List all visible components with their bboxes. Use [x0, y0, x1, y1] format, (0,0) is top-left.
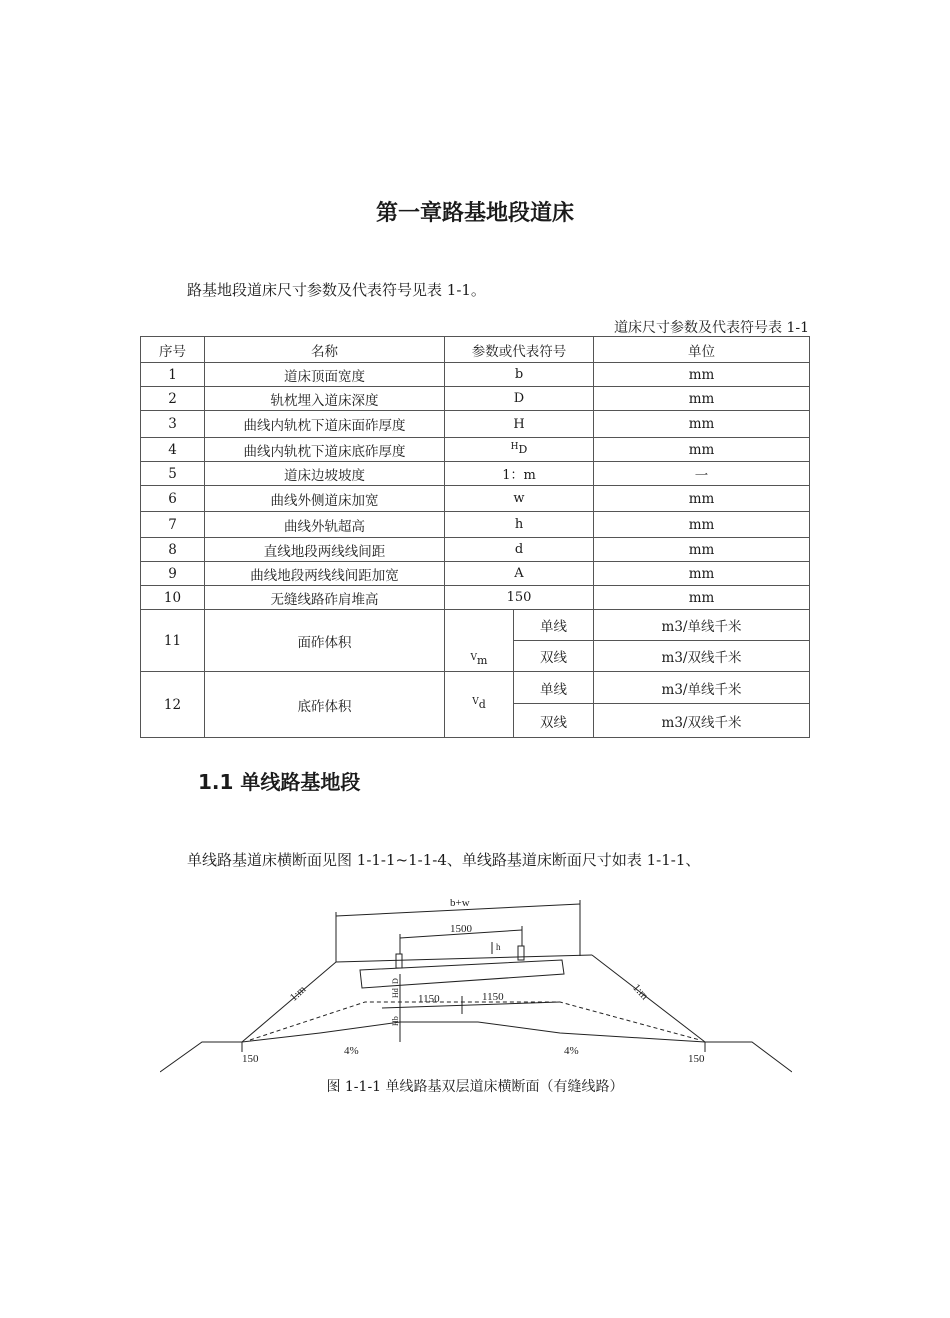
cell-symbol [445, 610, 514, 672]
table-row [141, 512, 810, 538]
cell-symbol: h [445, 512, 594, 538]
cell-unit: m3/单线千米 [594, 672, 810, 704]
cell-symbol: d [445, 538, 594, 562]
right-ballast-slope [592, 955, 705, 1042]
cell-no: 5 [141, 462, 205, 486]
rail-right [518, 946, 524, 960]
cell-symbol: D [445, 387, 594, 411]
symbol-sup: V [470, 653, 478, 663]
label-slope-right: 1:m [630, 981, 651, 1003]
table-row [141, 562, 810, 586]
cell-name: 曲线外轨超高 [205, 512, 445, 538]
cell-unit: mm [594, 586, 810, 610]
cell-name: 曲线外侧道床加宽 [205, 486, 445, 512]
cell-unit: m3/单线千米 [594, 610, 810, 641]
table-caption: 道床尺寸参数及代表符号表 1-1 [614, 320, 809, 336]
cell-unit: mm [594, 486, 810, 512]
table-header-row [141, 337, 810, 363]
cell-name: 轨枕埋入道床深度 [205, 387, 445, 411]
cell-no: 4 [141, 438, 205, 462]
table-row [141, 486, 810, 512]
ballast-top [336, 955, 592, 962]
table-row [141, 462, 810, 486]
label-bw: b+w [450, 897, 470, 909]
header-no: 序号 [141, 337, 205, 363]
cell-name: 无缝线路砟肩堆高 [205, 586, 445, 610]
cell-unit: mm [594, 411, 810, 438]
symbol-main: D [518, 443, 528, 456]
cell-unit: mm [594, 512, 810, 538]
table-row [141, 411, 810, 438]
cell-symbol: 1：m [445, 462, 594, 486]
cell-no: 2 [141, 387, 205, 411]
cell-no: 8 [141, 538, 205, 562]
symbol-sup: H [510, 442, 519, 452]
cell-symbol: A [445, 562, 594, 586]
symbol-sup: V [472, 697, 479, 707]
cell-symbol [445, 672, 514, 738]
cell-line-type: 单线 [514, 610, 594, 641]
header-name: 名称 [205, 337, 445, 363]
label-150-left: 150 [242, 1053, 259, 1065]
table-row [141, 538, 810, 562]
cross-section-figure [160, 890, 792, 1075]
ground-line [705, 1042, 792, 1072]
table-row [141, 363, 810, 387]
table-row [141, 387, 810, 411]
label-1150-right: 1150 [482, 991, 504, 1003]
label-1150-left: 1150 [418, 993, 440, 1005]
figure-caption: 图 1-1-1 单线路基双层道床横断面（有缝线路） [326, 1079, 624, 1095]
label-150-right: 150 [688, 1053, 705, 1065]
dim-1150 [382, 1002, 560, 1008]
cell-unit: mm [594, 538, 810, 562]
sub-ballast-line [250, 1002, 700, 1040]
table-row [141, 672, 810, 704]
symbol-sub: m [477, 654, 488, 667]
cell-symbol: 150 [445, 586, 594, 610]
cell-name: 曲线内轨枕下道床底砟厚度 [205, 438, 445, 462]
symbol-sub: d [478, 698, 486, 711]
cell-no: 3 [141, 411, 205, 438]
label-slope-left: 1:m [287, 983, 309, 1004]
header-unit: 单位 [594, 337, 810, 363]
label-d: D [391, 978, 400, 984]
ground-line [160, 1042, 242, 1072]
cell-unit: mm [594, 363, 810, 387]
cell-unit: mm [594, 438, 810, 462]
label-hb: Hb [391, 1016, 400, 1026]
cell-name: 底砟体积 [205, 672, 445, 738]
label-4pct-right: 4% [564, 1045, 579, 1057]
cell-no: 12 [141, 672, 205, 738]
cell-unit: mm [594, 562, 810, 586]
cell-name: 曲线内轨枕下道床面砟厚度 [205, 411, 445, 438]
section-heading: 1.1 单线路基地段 [198, 770, 361, 794]
cell-symbol: b [445, 363, 594, 387]
cell-no: 11 [141, 610, 205, 672]
cell-symbol [445, 438, 594, 462]
left-ballast-slope [242, 962, 336, 1042]
cell-no: 9 [141, 562, 205, 586]
cell-name: 面砟体积 [205, 610, 445, 672]
cell-unit: m3/双线千米 [594, 641, 810, 672]
parameter-table [140, 336, 810, 738]
cell-name: 直线地段两线线间距 [205, 538, 445, 562]
page-title: 第一章路基地段道床 [375, 201, 574, 226]
table-row [141, 610, 810, 641]
cell-line-type: 单线 [514, 672, 594, 704]
cell-line-type: 双线 [514, 704, 594, 738]
rail-left [396, 954, 402, 968]
table-row [141, 438, 810, 462]
cell-name: 道床边坡坡度 [205, 462, 445, 486]
body-paragraph: 单线路基道床横断面见图 1-1-1~1-1-4、单线路基道床断面尺寸如表 1-1-1、 [187, 851, 701, 869]
label-1500: 1500 [450, 923, 472, 935]
table-row [141, 586, 810, 610]
label-h: h [496, 942, 501, 952]
cell-name: 道床顶面宽度 [205, 363, 445, 387]
cell-unit: 一 [594, 462, 810, 486]
cell-no: 7 [141, 512, 205, 538]
cell-symbol: H [445, 411, 594, 438]
header-symbol: 参数或代表符号 [445, 337, 594, 363]
formation-line [242, 1022, 705, 1042]
cell-unit: mm [594, 387, 810, 411]
cell-symbol: w [445, 486, 594, 512]
cell-line-type: 双线 [514, 641, 594, 672]
cell-no: 6 [141, 486, 205, 512]
label-hd: Hd [391, 988, 400, 998]
cell-name: 曲线地段两线线间距加宽 [205, 562, 445, 586]
intro-paragraph: 路基地段道床尺寸参数及代表符号见表 1-1。 [187, 281, 486, 299]
cell-unit: m3/双线千米 [594, 704, 810, 738]
label-4pct-left: 4% [344, 1045, 359, 1057]
cell-no: 10 [141, 586, 205, 610]
cell-no: 1 [141, 363, 205, 387]
